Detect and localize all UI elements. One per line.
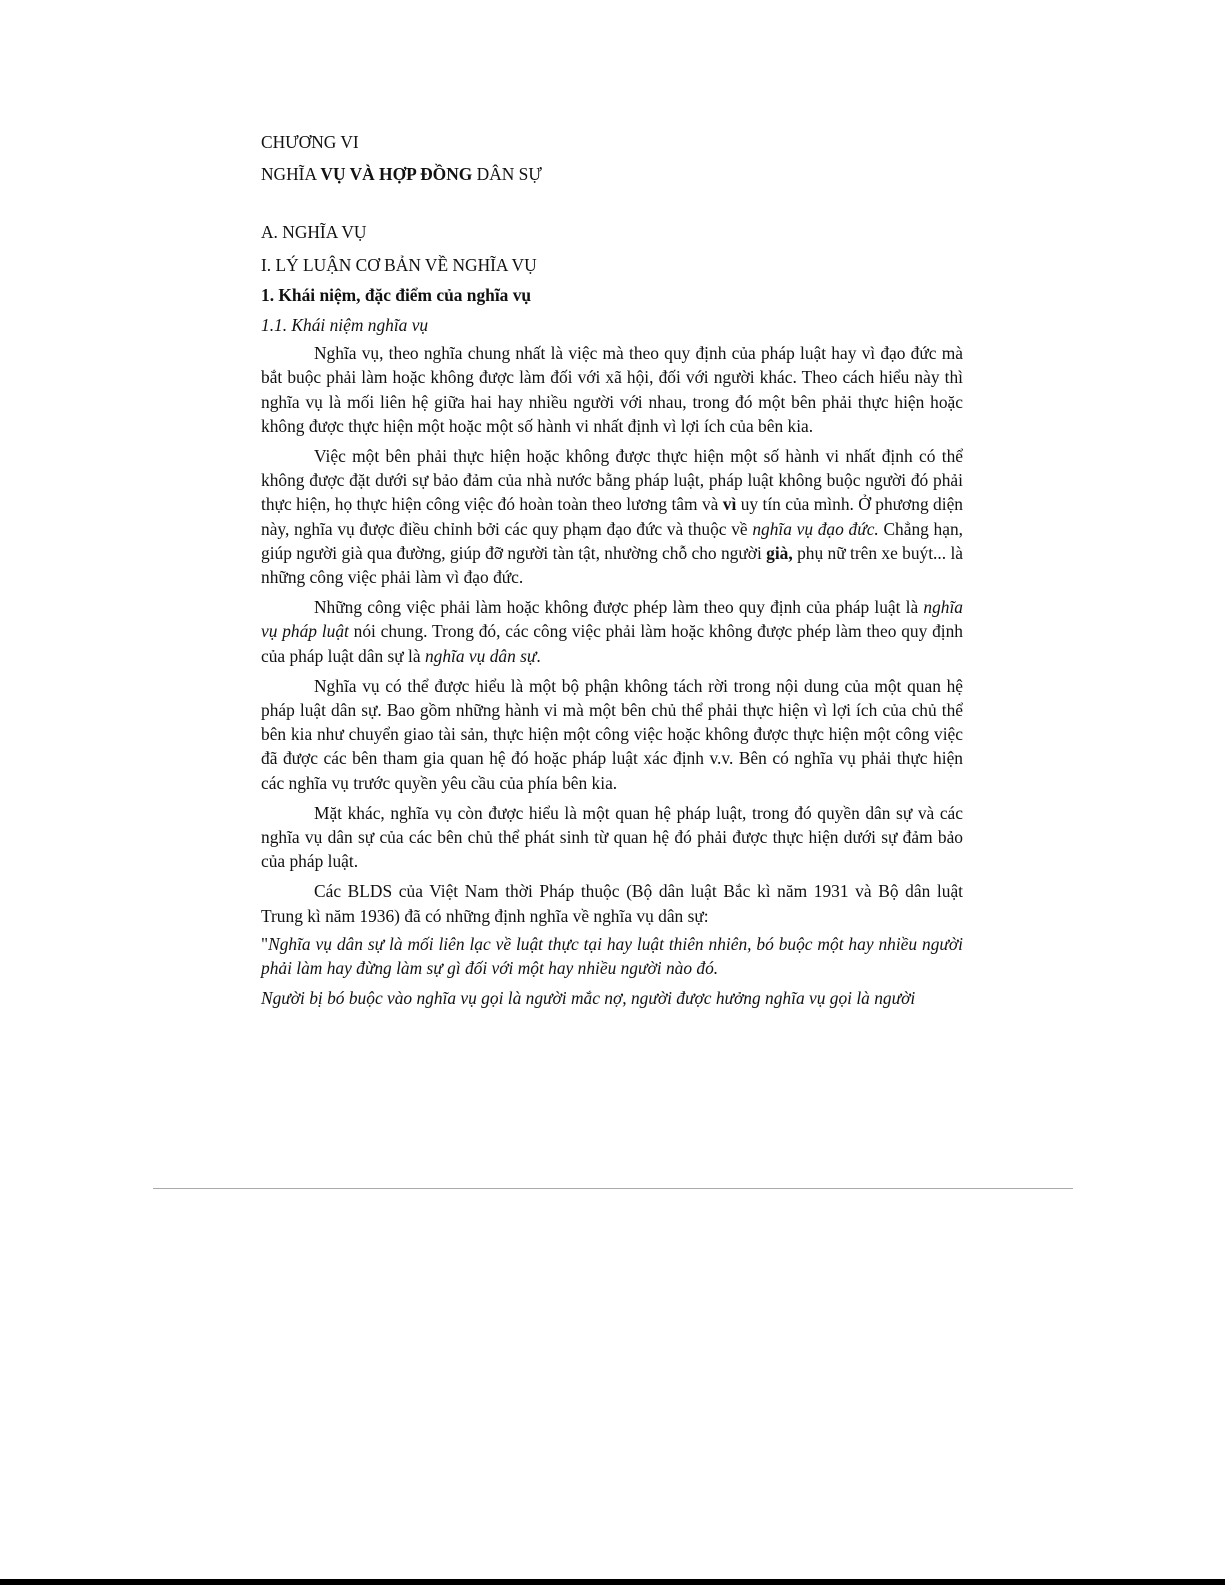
paragraph-2-text: uy tín của mình. Ở phương diện này, nghĩa vụ được điều chỉnh bởi các quy phạm đạo đức và thuộc về [261, 494, 963, 539]
paragraph-2-text: Chẳng hạn, giúp người già qua đường, giúp đỡ người tàn tật, nhường chỗ cho người [261, 518, 964, 563]
paragraph-5: Mặt khác, nghĩa vụ còn được hiểu là một quan hệ pháp luật, trong đó quyền dân sự và các nghĩa vụ dân sự của các bên chủ thể phát sinh từ quan hệ đó phải được thực hiện dưới sự đảm bảo của pháp luật. [261, 802, 963, 872]
paragraph-3-text: nói chung. Trong đó, các công việc phải làm hoặc không được phép làm theo quy định của pháp luật dân sự là [261, 621, 963, 666]
section-heading-i: I. LÝ LUẬN CƠ BẢN VỀ NGHĨA VỤ [261, 254, 537, 275]
paragraph-3 [261, 595, 963, 668]
section-heading-a: A. NGHĨA VỤ [261, 222, 367, 243]
quote-paragraph-1 [261, 932, 963, 980]
bottom-edge-bar [0, 1579, 1225, 1585]
paragraph-2-text: Việc một bên phải thực hiện hoặc không được thực hiện một số hành vi nhất định có thể không được đặt dưới sự bảo đảm của nhà nước bằng pháp luật, pháp luật không buộc người đó phải thực hiện, họ thực hiện công việc đó hoàn toàn theo lương tâm và [261, 446, 963, 515]
paragraph-2-bold: vì [722, 494, 737, 515]
chapter-title-part1: NGHĨA [261, 164, 321, 185]
chapter-label: CHƯƠNG VI [261, 132, 359, 152]
paragraph-3-text: . [536, 645, 541, 666]
paragraph-2 [261, 444, 963, 589]
paragraph-1: Nghĩa vụ, theo nghĩa chung nhất là việc mà theo quy định của pháp luật hay vì đạo đức mà bắt buộc phải làm hoặc không được làm đối với xã hội, đối với người khác. Theo cách hiểu này thì nghĩa vụ là mối liên hệ giữa hai hay nhiều người với nhau, trong đó một bên phải thực hiện hoặc không được thực hiện một hoặc một số hành vi nhất định vì lợi ích của bên kia. [261, 343, 963, 436]
paragraph-3-italic: nghĩa vụ dân sự [424, 645, 537, 666]
document-page [261, 130, 963, 1011]
paragraph-3-text: Những công việc phải làm hoặc không được phép làm theo quy định của pháp luật là [314, 597, 924, 618]
paragraph-2-italic: nghĩa vụ đạo đức. [752, 518, 879, 539]
paragraph-4: Nghĩa vụ có thể được hiểu là một bộ phận không tách rời trong nội dung của một quan hệ pháp luật dân sự. Bao gồm những hành vi mà một bên chủ thể phải thực hiện vì lợi ích của chủ thể bên kia như chuyển giao tài sản, thực hiện một công việc hoặc không được thực hiện một công việc đã được các bên tham gia quan hệ đó hoặc pháp luật xác định v.v. Bên có nghĩa vụ phải thực hiện các nghĩa vụ trước quyền yêu cầu của phía bên kia. [261, 675, 963, 793]
chapter-title [261, 162, 963, 186]
chapter-title-part2: VỤ VÀ HỢP ĐỒNG [320, 164, 473, 185]
subsection-heading-1-1: 1.1. Khái niệm nghĩa vụ [261, 315, 429, 336]
paragraph-2-bold: già, [766, 542, 793, 563]
subsection-heading-1: 1. Khái niệm, đặc điểm của nghĩa vụ [261, 284, 532, 305]
quote-paragraph-2: Người bị bó buộc vào nghĩa vụ gọi là người mắc nợ, người được hưởng nghĩa vụ gọi là người [261, 988, 916, 1009]
chapter-title-part3: DÂN SỰ [472, 164, 542, 185]
quote-text: Nghĩa vụ dân sự là mối liên lạc về luật thực tại hay luật thiên nhiên, bó buộc một hay nhiều người phải làm hay đừng làm sự gì đối với một hay nhiều người nào đó. [261, 933, 963, 979]
paragraph-2-text: phụ nữ trên xe buýt... là những công việc phải làm vì đạo đức. [261, 542, 963, 588]
paragraph-3-italic: nghĩa vụ pháp luật [261, 597, 963, 642]
page-divider [153, 1188, 1073, 1189]
paragraph-6: Các BLDS của Việt Nam thời Pháp thuộc (Bộ dân luật Bắc kì năm 1931 và Bộ dân luật Trung kì năm 1936) đã có những định nghĩa về nghĩa vụ dân sự: [261, 881, 963, 926]
quote-open-mark: " [261, 933, 269, 954]
